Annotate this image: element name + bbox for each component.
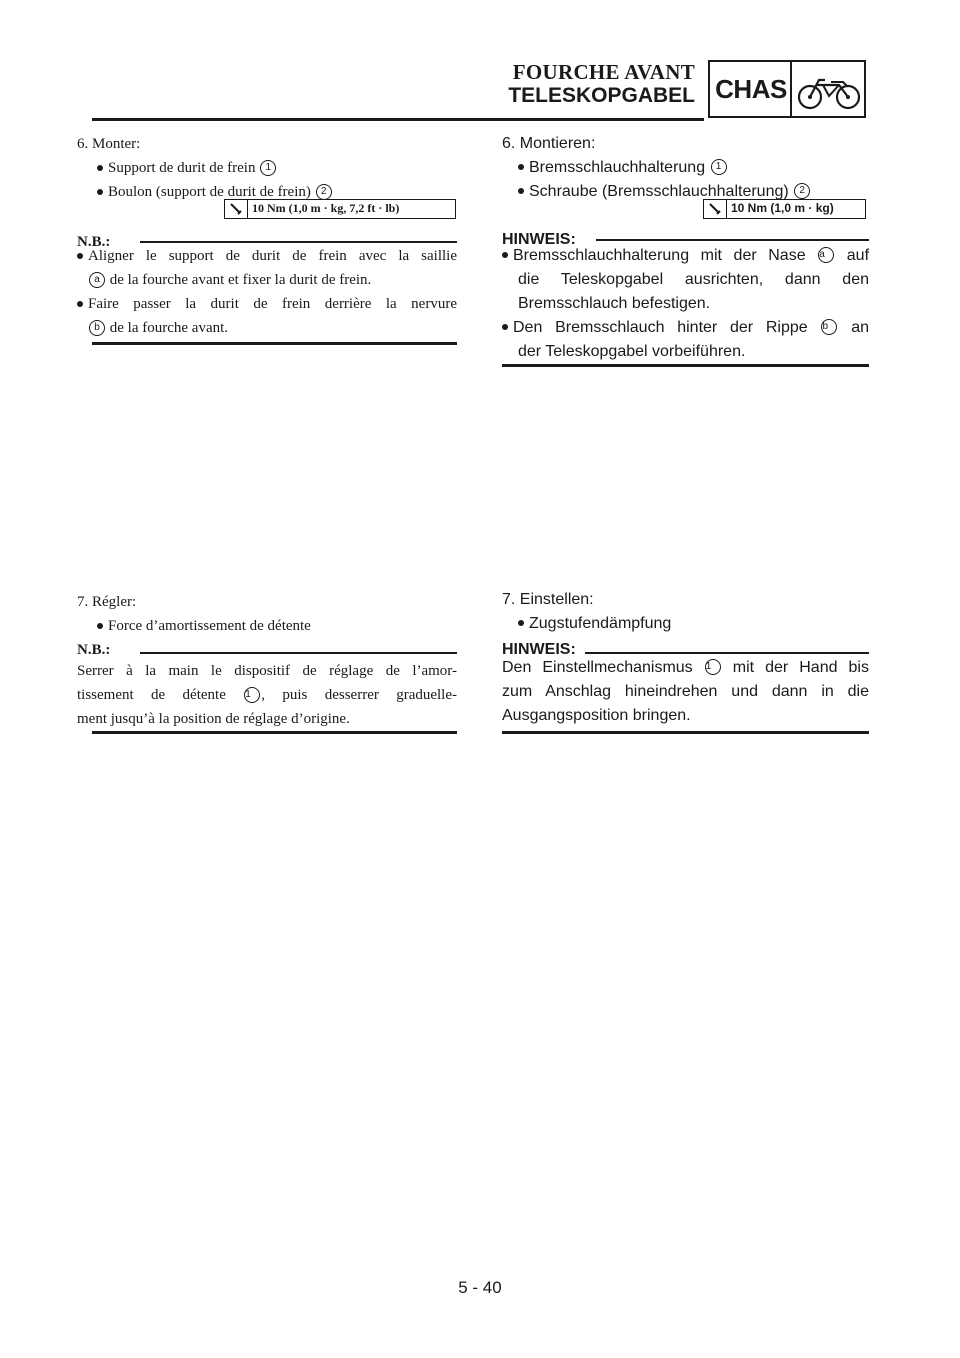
fr-step-6-item-1 <box>77 156 457 180</box>
de-step-6-notes <box>502 244 869 364</box>
callout-b: b <box>89 320 105 336</box>
callout-1: 1 <box>705 659 721 675</box>
callout-b: b <box>821 319 837 335</box>
de-note-2-text-a: Den Bremsschlauch hinter der Rippe <box>513 319 808 336</box>
fr-step-6-notes <box>77 244 457 340</box>
fr-step-7-note-line-3: ment jusqu’à la position de réglage d’origine. <box>77 711 350 727</box>
page-number: 5 - 40 <box>458 1278 502 1297</box>
de-torque-spec <box>703 199 866 219</box>
de-step-7-note-line-1 <box>502 656 869 680</box>
de-torque-value: 10 Nm (1,0 m · kg) <box>731 201 834 215</box>
de-hinweis-label: HINWEIS: <box>502 231 576 248</box>
badge-divider <box>790 60 792 118</box>
de-step-7-item-1-text: Zugstufendämpfung <box>529 615 672 632</box>
header-rule <box>92 118 704 121</box>
fr-nb-label-2: N.B.: <box>77 642 111 658</box>
de-step-7-end-rule <box>502 731 869 734</box>
fr-step-7 <box>77 590 457 638</box>
fr-note-2-line-2 <box>77 316 457 340</box>
fr-step-6 <box>77 132 457 204</box>
de-step-7 <box>502 588 869 636</box>
de-hinweis-rule <box>596 239 869 241</box>
fr-nb-rule <box>140 241 457 243</box>
de-step-7-note-line-3: Ausgangsposition bringen. <box>502 707 691 724</box>
callout-1: 1 <box>260 160 276 176</box>
section-title-de: TELESKOPGABEL <box>508 84 695 107</box>
de-step-7-note-line-2: zum Anschlag hineindrehen und dann in die <box>502 683 869 700</box>
de-hinweis-rule-2 <box>585 652 869 654</box>
de-note-2-line-1 <box>502 316 869 340</box>
fr-note-l2a: tissement de détente <box>77 687 226 703</box>
chapter-badge-label: CHAS <box>715 74 787 104</box>
de-step-7-item-1 <box>502 612 869 636</box>
fr-note-1-line-1 <box>77 244 457 268</box>
fr-step-7-end-rule <box>92 731 457 734</box>
fr-step-7-note <box>77 659 457 731</box>
fr-note-1-text-a: Aligner le support de durit de frein avec la saillie <box>88 248 457 264</box>
fr-note-1-line-2 <box>77 268 457 292</box>
de-note-2-line-2: der Teleskopgabel vorbeiführen. <box>518 343 746 360</box>
section-title-fr: FOURCHE AVANT <box>512 60 695 84</box>
de-step-7-heading: 7. Einstellen: <box>502 591 594 608</box>
fr-nb-label: N.B.: <box>77 234 111 250</box>
de-step-7-note <box>502 656 869 728</box>
de-note-l1a: Den Einstellmechanismus <box>502 659 693 676</box>
wrench-icon <box>225 200 248 218</box>
de-step-6 <box>502 132 869 204</box>
fr-note-2-line-1 <box>77 292 457 316</box>
de-note-1-text-a: Bremsschlauchhalterung mit der Nase <box>513 247 806 264</box>
callout-2: 2 <box>316 184 332 200</box>
fr-step-7-item-1 <box>77 614 457 638</box>
fr-step-7-note-line-2 <box>77 683 457 707</box>
de-note-1-line-1 <box>502 244 869 268</box>
fr-item-1-text: Support de durit de frein <box>108 160 256 176</box>
fr-step-7-item-1-text: Force d’amortissement de détente <box>108 618 311 634</box>
fr-note-l2b: , puis desserrer graduelle- <box>261 687 458 703</box>
callout-2: 2 <box>794 183 810 199</box>
fr-item-2-text: Boulon (support de durit de frein) <box>108 184 311 200</box>
fr-note-2-text-a: Faire passer la durit de frein derrière la nervure <box>88 296 457 312</box>
de-note-l1b: mit der Hand bis <box>732 659 869 676</box>
fr-torque-value: 10 Nm (1,0 m · kg, 7,2 ft · lb) <box>252 201 400 215</box>
de-hinweis-label-2: HINWEIS: <box>502 641 576 658</box>
callout-a: a <box>818 247 834 263</box>
fr-note-2-text-b: de la fourche avant. <box>109 320 229 336</box>
motorcycle-icon <box>795 66 863 114</box>
callout-1: 1 <box>711 159 727 175</box>
wrench-icon <box>704 200 727 218</box>
de-note-1-text-b: auf <box>846 247 870 264</box>
de-note-1-line-2: die Teleskopgabel ausrichten, dann den <box>518 271 869 288</box>
de-step-6-item-1 <box>502 156 869 180</box>
fr-step-7-heading: 7. Régler: <box>77 594 137 610</box>
fr-step-6-heading: 6. Monter: <box>77 136 141 152</box>
callout-1: 1 <box>244 687 260 703</box>
fr-nb-rule-2 <box>140 652 457 654</box>
de-note-1-line-3: Bremsschlauch befestigen. <box>518 295 711 312</box>
fr-note-1-text-b: de la fourche avant et fixer la durit de frein. <box>109 272 372 288</box>
fr-step-7-note-line-1: Serrer à la main le dispositif de réglage de l’amor- <box>77 663 457 679</box>
fr-step-6-end-rule <box>92 342 457 345</box>
de-item-2-text: Schraube (Bremsschlauchhalterung) <box>529 183 789 200</box>
callout-a: a <box>89 272 105 288</box>
de-step-6-heading: 6. Montieren: <box>502 135 596 152</box>
fr-torque-spec <box>224 199 456 219</box>
de-step-6-end-rule <box>502 364 869 367</box>
de-note-2-text-b: an <box>851 319 869 336</box>
de-item-1-text: Bremsschlauchhalterung <box>529 159 706 176</box>
